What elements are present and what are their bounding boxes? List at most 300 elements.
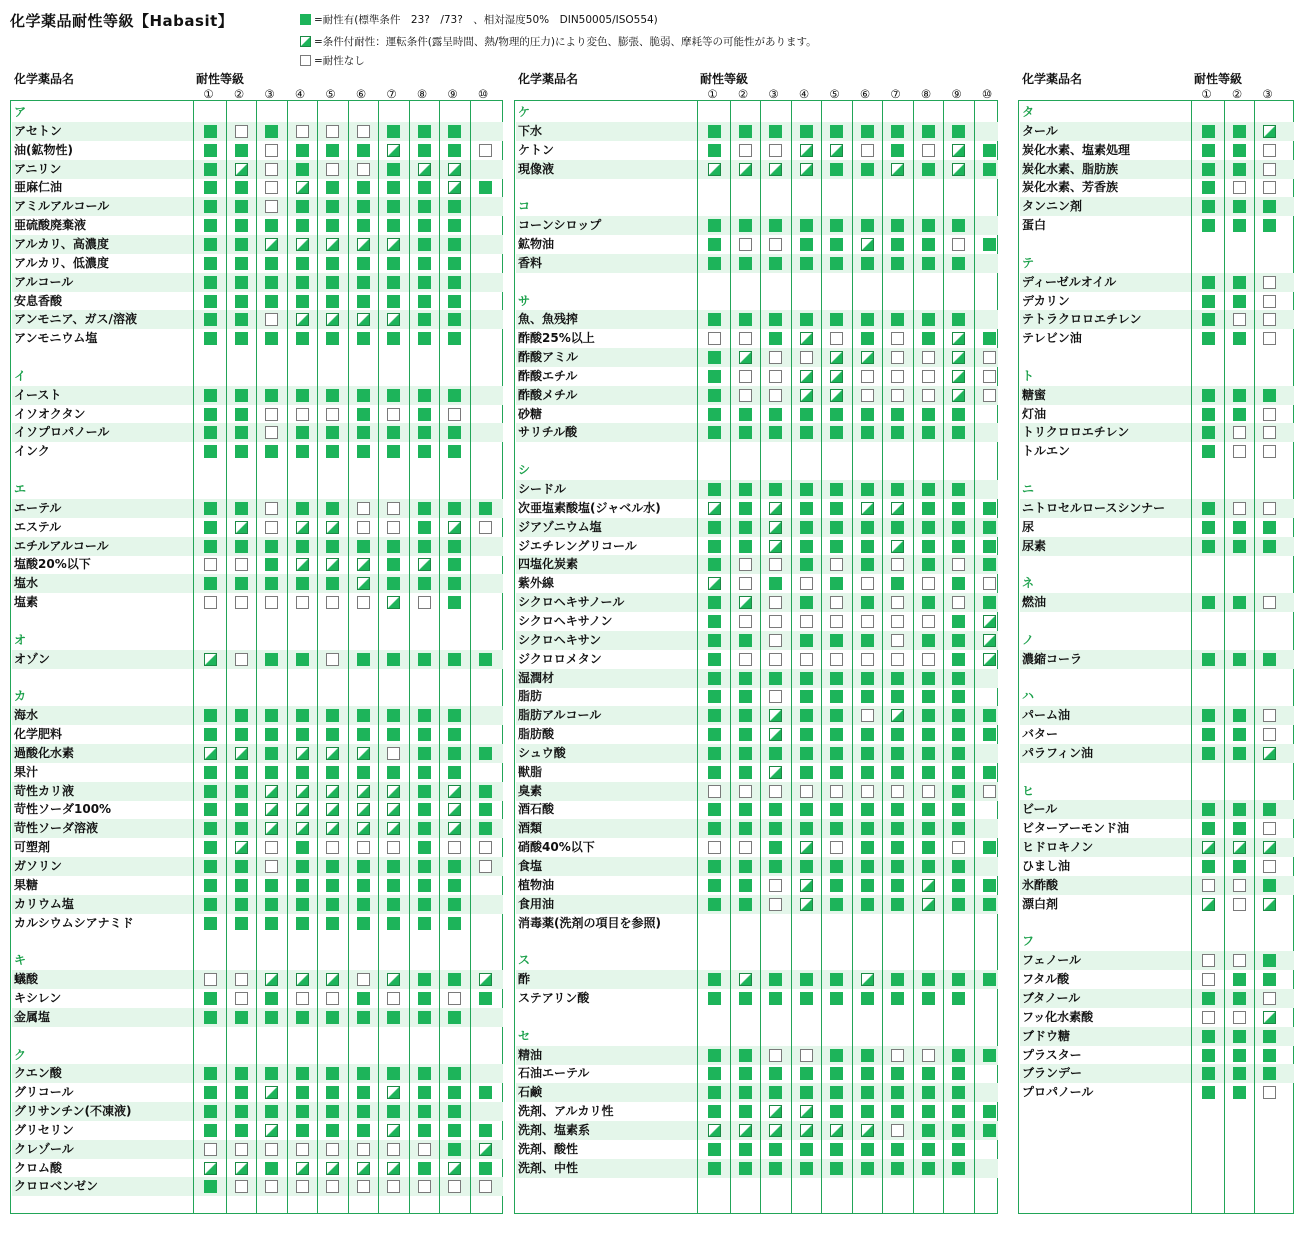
resistant-cell [204,822,217,835]
resistant-cell [235,577,248,590]
not-resistant-cell [296,1180,309,1193]
not-resistant-cell [479,521,492,534]
resistant-cell [1263,653,1276,666]
not-resistant-cell [922,1049,935,1062]
spacer-row [1020,612,1294,631]
table-row [12,537,503,556]
conditional-cell [387,785,400,798]
resistant-cell [830,1086,843,1099]
resistant-cell [891,992,904,1005]
spacer-row [516,1008,998,1027]
conditional-cell [326,1162,339,1175]
grid-line [821,101,822,1213]
not-resistant-cell [265,200,278,213]
not-resistant-cell [296,1143,309,1156]
resistant-cell [326,540,339,553]
table-row [516,499,998,518]
table-row [1020,819,1294,838]
conditional-cell [861,351,874,364]
table-row [1020,1083,1294,1102]
table-row [12,744,503,763]
conditional-cell [296,803,309,816]
resistant-cell [326,709,339,722]
resistant-cell [983,841,996,854]
legend-text: =耐性有(標準条件 23? /73? 、相対湿度50% DIN50005/ISO554) [314,14,658,26]
grade-number: ⑩ [981,87,993,101]
table-row [12,178,503,197]
not-resistant-cell [830,558,843,571]
resistant-cell [922,558,935,571]
resistant-cell [739,408,752,421]
not-resistant-cell [922,144,935,157]
not-resistant-cell [326,408,339,421]
resistant-cell [265,879,278,892]
resistant-cell [448,973,461,986]
resistant-cell [800,634,813,647]
resistant-cell [1202,1030,1215,1043]
not-resistant-cell [800,785,813,798]
resistant-cell [1202,144,1215,157]
resistant-cell [1202,803,1215,816]
not-resistant-cell [235,558,248,571]
grid-line [348,101,349,1213]
resistant-cell [861,992,874,1005]
resistant-cell [326,295,339,308]
spacer-row [516,932,998,951]
chemical-column-3 [1018,70,1294,1215]
grade-number: ⑩ [477,87,489,101]
not-resistant-cell [952,238,965,251]
resistant-cell [265,1105,278,1118]
not-resistant-cell [1263,1086,1276,1099]
table-row [516,1121,998,1140]
resistant-cell [891,238,904,251]
resistant-cell [952,1086,965,1099]
not-resistant-cell [1202,1011,1215,1024]
resistant-cell [296,332,309,345]
resistant-cell [952,690,965,703]
not-resistant-cell [861,785,874,798]
resistant-cell [800,860,813,873]
resistant-cell [861,690,874,703]
chemical-name: ブタノール [1022,990,1081,1005]
spacer-row [516,442,998,461]
resistant-cell [326,1105,339,1118]
table-row [1020,122,1294,141]
conditional-cell [479,1143,492,1156]
resistant-cell [1263,200,1276,213]
chemical-name: 石鹸 [518,1085,543,1100]
chemical-name: 尿素 [1022,538,1047,553]
not-resistant-cell [265,426,278,439]
resistant-cell [952,502,965,515]
resistant-cell [296,163,309,176]
grade-header: 耐性等級 [700,72,749,86]
not-resistant-cell [387,747,400,760]
conditional-cell [326,313,339,326]
not-resistant-cell [922,653,935,666]
resistant-cell [448,1086,461,1099]
resistant-cell [204,389,217,402]
resistant-cell [800,1162,813,1175]
resistant-cell [800,313,813,326]
conditional-cell [891,163,904,176]
chemical-name: 下水 [518,123,543,138]
not-resistant-cell [204,1143,217,1156]
resistant-cell [769,125,782,138]
resistant-cell [800,426,813,439]
section-letter: セ [518,1028,531,1043]
resistant-cell [479,992,492,1005]
not-resistant-cell [204,973,217,986]
resistant-cell [448,898,461,911]
resistant-cell [708,1049,721,1062]
not-resistant-cell [769,238,782,251]
chemical-name: ジアゾニウム塩 [518,519,602,534]
resistant-cell [479,785,492,798]
resistant-cell [830,992,843,1005]
not-resistant-cell [769,898,782,911]
conditional-cell [448,803,461,816]
resistant-cell [387,728,400,741]
resistant-cell [891,822,904,835]
not-resistant-cell [769,690,782,703]
resistant-cell [708,351,721,364]
resistant-cell [418,332,431,345]
resistant-cell [448,766,461,779]
resistant-cell [418,502,431,515]
resistant-cell [1233,1067,1246,1080]
table-row [12,876,503,895]
resistant-cell [800,672,813,685]
resistant-cell [861,540,874,553]
resistant-cell [769,822,782,835]
chemical-name: シュウ酸 [518,745,566,760]
resistant-cell [296,200,309,213]
resistant-cell [387,200,400,213]
resistant-cell [296,1086,309,1099]
chemical-name: ディーゼルオイル [1022,274,1117,289]
chemical-name: ブランデー [1022,1066,1083,1081]
section-header [1020,254,1294,273]
table-row [516,537,998,556]
resistant-cell [952,483,965,496]
grade-number: ④ [294,87,306,101]
resistant-cell [235,917,248,930]
resistant-cell [235,332,248,345]
chemical-name: 脂肪酸 [518,727,555,742]
table-row [1020,292,1294,311]
not-resistant-cell [387,841,400,854]
resistant-cell [1202,502,1215,515]
chemical-name: 海水 [14,708,39,723]
resistant-cell [1263,1049,1276,1062]
conditional-cell [769,163,782,176]
chemical-name: 漂白剤 [1022,896,1059,911]
resistant-cell [891,1086,904,1099]
conditional-cell [235,163,248,176]
resistant-cell [204,219,217,232]
resistant-cell [418,898,431,911]
not-resistant-cell [739,653,752,666]
resistant-cell [769,313,782,326]
chemical-name: 炭化水素、芳香族 [1022,180,1119,195]
conditional-cell [922,898,935,911]
resistant-cell [418,1162,431,1175]
conditional-cell [204,653,217,666]
conditional-cell [296,1162,309,1175]
resistant-cell [800,125,813,138]
not-resistant-cell [326,596,339,609]
resistant-cell [418,709,431,722]
conditional-cell [387,822,400,835]
resistant-cell [952,521,965,534]
not-resistant-cell [1263,408,1276,421]
resistant-cell [769,672,782,685]
resistant-cell [861,841,874,854]
resistant-cell [708,521,721,534]
resistant-cell [1233,295,1246,308]
resistant-cell [387,219,400,232]
conditional-cell [1263,125,1276,138]
chemical-name: 糖蜜 [1022,387,1047,402]
chemical-name: カルシウムシアナミド [14,915,134,930]
not-resistant-cell [861,653,874,666]
chemical-column-1 [10,70,503,1215]
resistant-cell [418,144,431,157]
resistant-cell [448,238,461,251]
spacer-row [12,461,503,480]
not-resistant-cell [830,653,843,666]
resistant-cell [418,295,431,308]
table-row [12,800,503,819]
resistant-cell [418,973,431,986]
table-frame [1018,100,1294,1214]
conditional-cell [387,1124,400,1137]
resistant-cell [265,389,278,402]
table-row [12,197,503,216]
section-letter: ネ [1022,576,1035,591]
resistant-cell [708,709,721,722]
resistant-cell [448,1105,461,1118]
resistant-cell [204,577,217,590]
conditional-cell [357,785,370,798]
table-row [516,254,998,273]
resistant-cell [265,747,278,760]
resistant-cell [861,483,874,496]
not-resistant-cell [265,502,278,515]
resistant-cell [235,860,248,873]
grid-line [791,101,792,1213]
not-resistant-cell [326,1143,339,1156]
grade-number: ⑨ [447,87,458,101]
table-row [1020,518,1294,537]
table-row [12,310,503,329]
chemical-name: 魚、魚残搾 [518,312,579,327]
resistant-cell [204,295,217,308]
conditional-cell [265,803,278,816]
not-resistant-cell [357,163,370,176]
chemical-name: 燃油 [1022,595,1047,610]
not-resistant-cell [830,596,843,609]
resistant-cell [296,917,309,930]
not-resistant-cell [1233,1011,1246,1024]
resistant-cell [204,803,217,816]
resistant-cell [800,483,813,496]
conditional-cell [1202,898,1215,911]
resistant-cell [739,1067,752,1080]
chemical-name: シクロヘキサノン [518,613,613,628]
resistant-cell [861,1143,874,1156]
resistant-cell [326,257,339,270]
resistant-cell [739,672,752,685]
resistant-cell [739,1049,752,1062]
resistant-cell [357,219,370,232]
resistant-cell [739,634,752,647]
table-row [12,1008,503,1027]
not-resistant-cell [739,841,752,854]
chemical-name: プロパノール [1022,1085,1094,1100]
resistant-cell [830,879,843,892]
resistant-cell [1233,1030,1246,1043]
chemical-name: イソオクタン [14,406,86,421]
resistant-cell [235,822,248,835]
resistant-cell [357,389,370,402]
resistant-cell [296,219,309,232]
resistant-cell [739,521,752,534]
resistant-cell [448,389,461,402]
resistant-cell [922,238,935,251]
resistant-cell [708,540,721,553]
legend-full-resistance [300,12,658,27]
table-row [1020,876,1294,895]
not-resistant-cell [739,577,752,590]
table-row [516,367,998,386]
resistant-cell [387,577,400,590]
conditional-cell [861,973,874,986]
resistant-cell [708,483,721,496]
grid-line [697,101,698,1213]
resistant-cell [448,596,461,609]
resistant-cell [418,653,431,666]
section-header [516,197,998,216]
resistant-cell [1202,992,1215,1005]
resistant-cell [922,426,935,439]
not-resistant-cell [1263,426,1276,439]
resistant-cell [708,879,721,892]
table-row [12,216,503,235]
section-letter: ケ [518,105,531,119]
resistant-cell [235,1067,248,1080]
resistant-cell [861,1086,874,1099]
table-row [12,442,503,461]
chemical-name: プラスター [1022,1047,1082,1062]
section-header [12,687,503,706]
conditional-cell [296,822,309,835]
not-resistant-cell [891,596,904,609]
resistant-cell [830,973,843,986]
table-row [1020,537,1294,556]
conditional-cell [769,502,782,515]
resistant-cell [922,822,935,835]
table-row [516,876,998,895]
not-resistant-cell [296,408,309,421]
resistant-cell [387,295,400,308]
section-letter: テ [1022,255,1035,270]
table-row [1020,970,1294,989]
table-row [516,819,998,838]
conditional-cell [830,351,843,364]
resistant-cell [418,125,431,138]
resistant-cell [204,238,217,251]
resistant-cell [235,803,248,816]
resistant-cell [357,200,370,213]
conditional-cell [265,1124,278,1137]
not-resistant-cell [357,973,370,986]
resistant-cell [204,785,217,798]
resistant-cell [952,1124,965,1137]
resistant-cell [1202,426,1215,439]
chemical-name: ジクロロメタン [518,651,602,666]
resistant-cell [448,558,461,571]
resistant-cell [922,257,935,270]
conditional-cell [387,973,400,986]
table-row [12,763,503,782]
not-resistant-cell [235,596,248,609]
resistant-cell [1233,728,1246,741]
grid-line [409,101,410,1213]
resistant-cell [204,992,217,1005]
grid-line [193,101,194,1213]
table-row [516,593,998,612]
conditional-cell [357,747,370,760]
resistant-cell [708,408,721,421]
resistant-cell [204,1124,217,1137]
not-resistant-cell [387,408,400,421]
grid-line [913,101,914,1213]
resistant-cell [479,1124,492,1137]
not-resistant-cell [891,634,904,647]
table-row [12,518,503,537]
resistant-cell [235,144,248,157]
not-resistant-cell [479,841,492,854]
table-row [12,650,503,669]
resistant-cell [235,389,248,402]
resistant-cell [418,1105,431,1118]
resistant-cell [800,973,813,986]
resistant-cell [739,219,752,232]
resistant-cell [418,238,431,251]
table-row [1020,423,1294,442]
resistant-cell [800,540,813,553]
resistant-cell [387,257,400,270]
table-row [516,989,998,1008]
resistant-cell [204,1180,217,1193]
grid-line [287,101,288,1213]
spacer-row [1020,348,1294,367]
resistant-cell [235,1124,248,1137]
resistant-cell [891,426,904,439]
resistant-cell [357,144,370,157]
resistant-cell [235,238,248,251]
resistant-cell [830,728,843,741]
grade-number: ② [737,87,749,101]
grade-header: 耐性等級 [1194,72,1243,86]
table-row [1020,216,1294,235]
resistant-cell [265,445,278,458]
chemical-name: ケトン [518,142,555,157]
resistant-cell [387,879,400,892]
